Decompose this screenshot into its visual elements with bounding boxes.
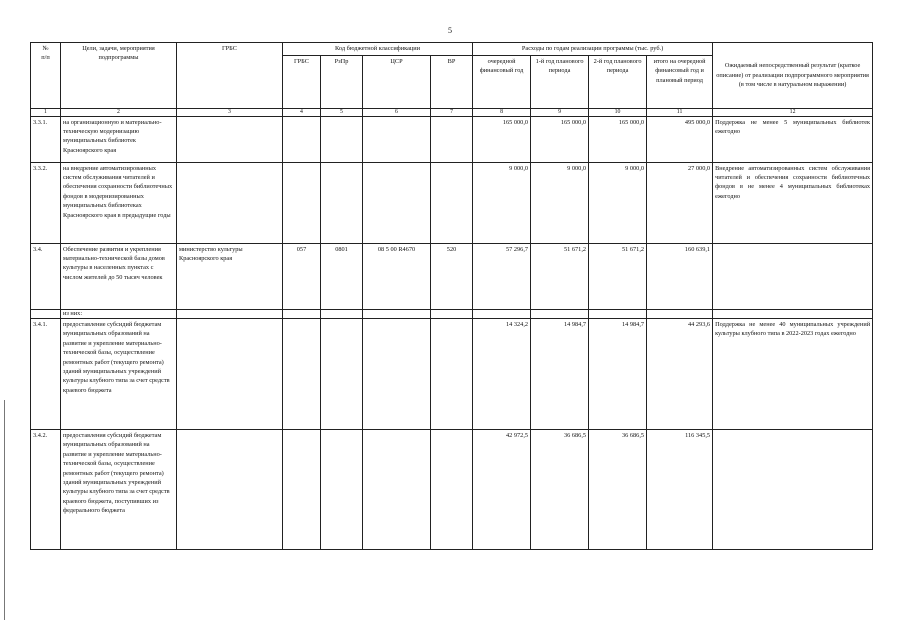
row-vr [431,319,473,430]
row-name: на организационную и материально-техническую модернизацию муниципальных библиотек Красноярского края [61,116,177,162]
page-number: 5 [448,26,452,35]
row-year-total [647,309,713,319]
row-year-plan2 [589,309,647,319]
row-num: 3.4.2. [31,430,61,550]
table-row [31,116,873,162]
column-number: 7 [431,109,473,117]
row-grbs-code [283,430,321,550]
header-goal: Цели, задачи, мероприятия подпрограммы [61,43,177,109]
row-year-plan1 [531,309,589,319]
row-rzpr [321,319,363,430]
column-number: 3 [177,109,283,117]
table-row [31,243,873,309]
row-csr [363,309,431,319]
header-grbs: ГРБС [177,43,283,109]
row-year-current [473,309,531,319]
row-csr: 08 5 00 R4670 [363,243,431,309]
row-vr [431,309,473,319]
row-rzpr [321,116,363,162]
row-grbs-code: 057 [283,243,321,309]
row-csr [363,430,431,550]
row-num: 3.3.2. [31,162,61,243]
row-year-plan1: 9 000,0 [531,162,589,243]
row-csr [363,162,431,243]
row-rzpr [321,162,363,243]
table-row [31,319,873,430]
column-number: 4 [283,109,321,117]
header-expense-group: Расходы по годам реализации программы (тыс. руб.) [473,43,713,56]
header-result: Ожидаемый непосредственный результат (краткое описание) от реализации подпрограммного мероприятия (в том числе в натуральном выражении) [713,43,873,109]
row-year-current: 57 296,7 [473,243,531,309]
column-number: 6 [363,109,431,117]
row-num: 3.4.1. [31,319,61,430]
column-number: 10 [589,109,647,117]
row-name: предоставление субсидий бюджетам муниципальных образований на развитие и укрепление материально-технической базы, осуществление ремонтных работ (текущего ремонта) зданий муниципальных учреждений культуры клубного типа за счет средств краевого бюджета [61,319,177,430]
header-year-plan2: 2-й год планового периода [589,56,647,109]
row-grbs-code [283,162,321,243]
row-num [31,309,61,319]
row-year-plan1: 51 671,2 [531,243,589,309]
table-row [31,162,873,243]
row-num: 3.3.1. [31,116,61,162]
row-result: Поддержка не менее 40 муниципальных учреждений культуры клубного типа в 2022-2023 годах ежегодно [713,319,873,430]
row-grbs-code [283,309,321,319]
row-rzpr [321,430,363,550]
row-year-plan2: 9 000,0 [589,162,647,243]
row-year-current: 165 000,0 [473,116,531,162]
row-name: Обеспечение развития и укрепления материально-технической базы домов культуры в населенных пунктах с числом жителей до 50 тысяч человек [61,243,177,309]
header-code-vr: ВР [431,56,473,109]
header-code-group: Код бюджетной классификации [283,43,473,56]
row-csr [363,116,431,162]
row-vr [431,162,473,243]
row-year-total: 27 000,0 [647,162,713,243]
row-vr: 520 [431,243,473,309]
row-year-total: 160 639,1 [647,243,713,309]
row-grbs-code [283,319,321,430]
column-number: 8 [473,109,531,117]
table-row [31,309,873,319]
row-grbs [177,116,283,162]
row-rzpr: 0801 [321,243,363,309]
row-grbs-code [283,116,321,162]
header-year-current: очередной финансовый год [473,56,531,109]
row-year-plan2: 14 984,7 [589,319,647,430]
row-grbs [177,319,283,430]
row-vr [431,430,473,550]
header-num: № п/п [31,43,61,109]
program-table [30,42,873,550]
row-result: Поддержка не менее 5 муниципальных библиотек ежегодно [713,116,873,162]
row-vr [431,116,473,162]
column-number-row [31,109,873,117]
column-number: 2 [61,109,177,117]
header-code-grbs: ГРБС [283,56,321,109]
column-number: 11 [647,109,713,117]
header-code-rzpr: РзПр [321,56,363,109]
row-year-current: 14 324,2 [473,319,531,430]
row-grbs [177,430,283,550]
row-year-current: 9 000,0 [473,162,531,243]
row-year-total: 44 293,6 [647,319,713,430]
row-year-plan2: 51 671,2 [589,243,647,309]
row-year-current: 42 972,5 [473,430,531,550]
row-result: Внедрение автоматизированных систем обслуживания читателей и обеспечения сохранности библиотечных фондов в не менее 4 муниципальных библиотеках ежегодно [713,162,873,243]
row-year-plan2: 165 000,0 [589,116,647,162]
row-name: из них: [61,309,177,319]
header-year-total: итого на очередной финансовый год и плановый период [647,56,713,109]
column-number: 12 [713,109,873,117]
row-csr [363,319,431,430]
row-year-plan1: 36 686,5 [531,430,589,550]
column-number: 1 [31,109,61,117]
row-grbs: министерство культуры Красноярского края [177,243,283,309]
row-name: предоставления субсидий бюджетам муниципальных образований на развитие и укрепление материально-технической базы, осуществление ремонтных работ (текущего ремонта) зданий муниципальных учреждений культуры клубного типа за счет средств краевого бюджета, поступивших из федерального бюджета [61,430,177,550]
header-code-csr: ЦСР [363,56,431,109]
row-year-total: 116 345,5 [647,430,713,550]
margin-rule [4,400,5,620]
row-num: 3.4. [31,243,61,309]
row-result [713,430,873,550]
column-number: 5 [321,109,363,117]
row-grbs [177,162,283,243]
row-result [713,243,873,309]
row-grbs [177,309,283,319]
row-name: на внедрение автоматизированных систем обслуживания читателей и обеспечения сохранности библиотечных фондов в модернизированных муниципальных библиотеках Красноярского края в предыдущие годы [61,162,177,243]
row-year-plan1: 14 984,7 [531,319,589,430]
column-number: 9 [531,109,589,117]
table-row [31,430,873,550]
row-year-plan1: 165 000,0 [531,116,589,162]
row-rzpr [321,309,363,319]
row-result [713,309,873,319]
row-year-plan2: 36 686,5 [589,430,647,550]
row-year-total: 495 000,0 [647,116,713,162]
header-year-plan1: 1-й год планового периода [531,56,589,109]
